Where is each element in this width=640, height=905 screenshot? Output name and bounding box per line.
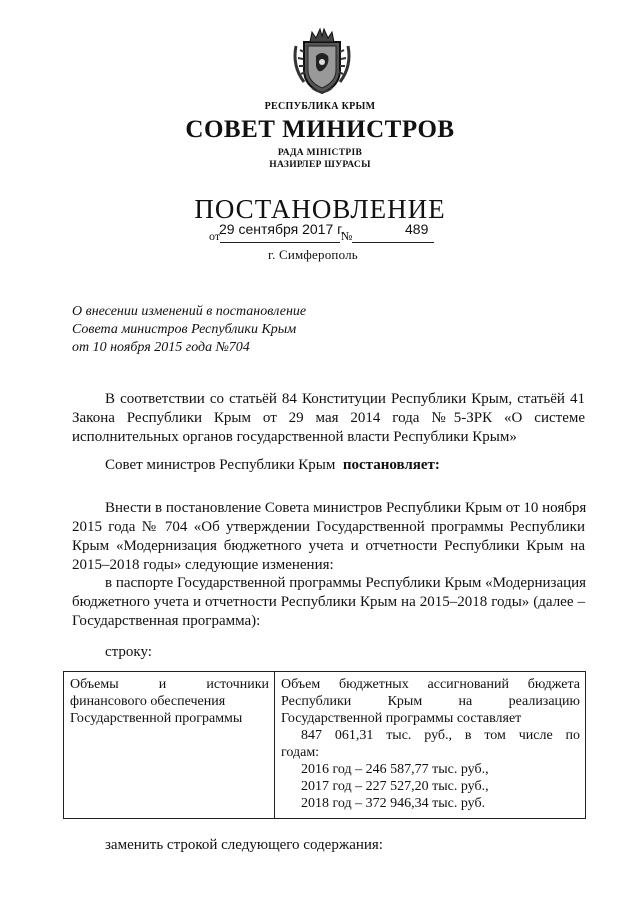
cell-line: годам: (281, 745, 320, 760)
table-cell-label (64, 672, 275, 819)
document-type: ПОСТАНОВЛЕНИЕ (194, 194, 446, 224)
table-row (64, 672, 586, 819)
paragraph-line: Государственная программа): (72, 613, 261, 629)
cell-line: Объем бюджетных ассигнований бюджета (281, 677, 580, 692)
date-prefix: от (209, 229, 221, 243)
subject-line: от 10 ноября 2015 года №704 (72, 340, 250, 355)
paragraph-line: В соответствии со статьёй 84 Конституции Республики Крым, статьёй 41 (105, 391, 585, 407)
decree-keyword: постановляет: (342, 457, 440, 473)
cell-line: Государственной программы (70, 711, 243, 726)
paragraph-line: исполнительных органов государственной власти Республики Крым» (72, 429, 517, 445)
decree-paragraph (72, 456, 585, 475)
paragraph-line: Внести в постановление Совета министров Республики Крым от 10 ноября (105, 500, 587, 516)
line-label: строку: (105, 644, 152, 660)
preamble-paragraph (72, 390, 585, 447)
cell-line: 847 061,31 тыс. руб., в том числе по (301, 728, 580, 743)
amend-paragraph (72, 499, 585, 575)
cell-line: 2017 год – 227 527,20 тыс. руб., (301, 779, 489, 794)
subject-line: О внесении изменений в постановление (72, 304, 307, 319)
document-subject (72, 303, 306, 357)
council-title: СОВЕТ МИНИСТРОВ (185, 116, 455, 143)
cell-line: финансового обеспечения (70, 694, 226, 709)
document-number: 489 (405, 221, 429, 237)
number-sign: № (341, 229, 353, 243)
council-title-crh: НАЗИРЛЕР ШУРАСЫ (269, 160, 371, 170)
cell-line: 2016 год – 246 587,77 тыс. руб., (301, 762, 489, 777)
paragraph-line: бюджетного учета и отчетности Республики Крым на 2015–2018 годы» (далее – (72, 594, 585, 610)
cell-line: Республики Крым на реализацию (281, 694, 580, 709)
replace-label: заменить строкой следующего содержания: (105, 837, 383, 853)
funding-table (63, 671, 586, 819)
cell-line: Государственной программы составляет (281, 711, 522, 726)
cell-line: Объемы и источники (70, 677, 269, 692)
coat-of-arms-icon (290, 26, 354, 96)
decree-text: Совет министров Республики Крым (105, 457, 336, 473)
table-cell-value (275, 672, 586, 819)
paragraph-line: в паспорте Государственной программы Республики Крым «Модернизация (105, 575, 587, 591)
paragraph-line: Закона Республики Крым от 29 мая 2014 года №5-ЗРК «О системе (72, 410, 585, 426)
number-underline (352, 242, 434, 243)
document-date: 29 сентября 2017 г. (219, 221, 345, 237)
city-label: г. Симферополь (268, 247, 358, 262)
date-underline (220, 242, 340, 243)
council-title-ua: РАДА МІНІСТРІВ (277, 148, 363, 158)
cell-line: 2018 год – 372 946,34 тыс. руб. (301, 796, 486, 811)
passport-paragraph (72, 574, 585, 631)
paragraph-line: 2015–2018 годы» следующие изменения: (72, 557, 334, 573)
republic-label: РЕСПУБЛИКА КРЫМ (264, 101, 376, 112)
paragraph-line: 2015 года № 704 «Об утверждении Государственной программы Республики (72, 519, 585, 535)
subject-line: Совета министров Республики Крым (72, 322, 297, 337)
paragraph-line: Крым «Модернизация бюджетного учета и отчетности Республики Крым на (72, 538, 585, 554)
